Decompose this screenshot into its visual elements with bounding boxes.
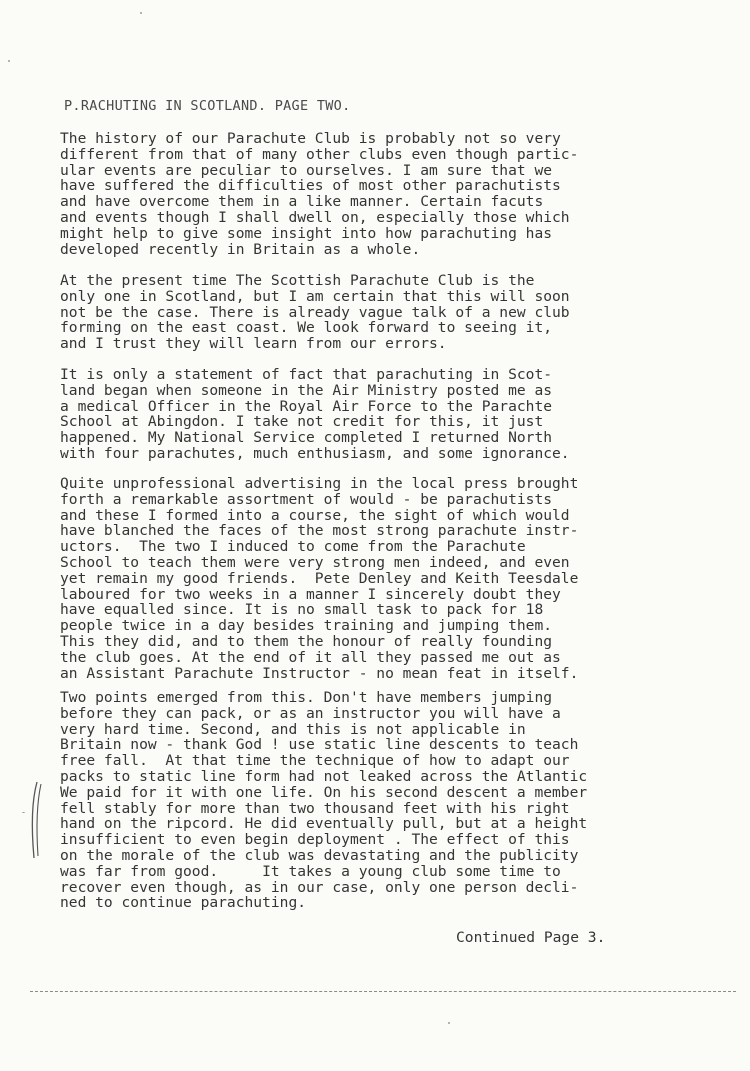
text-line: ned to continue parachuting. xyxy=(60,894,307,912)
paper-speck xyxy=(140,12,142,14)
text-line: have suffered the difficulties of most other parachutists xyxy=(60,177,561,195)
text-line: different from that of many other clubs even though partic- xyxy=(60,145,579,163)
text-line: only one in Scotland, but I am certain that this will soon xyxy=(60,287,570,305)
text-line: At the present time The Scottish Parachute Club is the xyxy=(60,272,535,289)
text-line: and these I formed into a course, the sight of which would xyxy=(60,506,570,524)
text-line: was far from good. It takes a young club some time to xyxy=(60,862,561,880)
paper-speck xyxy=(8,60,10,62)
text-line: the club goes. At the end of it all they passed me out as xyxy=(60,648,561,666)
text-line: a medical Officer in the Royal Air Force to the Parachte xyxy=(60,397,553,415)
text-line: very hard time. Second, and this is not applicable in xyxy=(60,720,526,738)
text-line: and events though I shall dwell on, especially those which xyxy=(60,208,570,226)
text-line: fell stably for more than two thousand feet with his right xyxy=(60,799,570,817)
text-line: on the morale of the club was devastating and the publicity xyxy=(60,846,579,864)
text-line: people twice in a day besides training and jumping them. xyxy=(60,617,553,635)
paragraph-history xyxy=(60,131,700,257)
text-line: hand on the ripcord. He did eventually pull, but at a height xyxy=(60,815,588,833)
text-line: laboured for two weeks in a manner I sincerely doubt they xyxy=(60,585,561,603)
text-line: might help to give some insight into how parachuting has xyxy=(60,224,553,242)
text-line: have equalled since. It is no small task to pack for 18 xyxy=(60,601,544,619)
text-line: an Assistant Parachute Instructor - no mean feat in itself. xyxy=(60,664,579,682)
text-line: The history of our Parachute Club is probably not so very xyxy=(60,130,561,147)
text-line: Two points emerged from this. Don't have members jumping xyxy=(60,689,553,706)
paragraph-first-course xyxy=(60,476,700,681)
paper-speck xyxy=(22,812,25,813)
text-line: and have overcome them in a like manner. Certain facuts xyxy=(60,193,544,211)
text-line: insufficient to even begin deployment . The effect of this xyxy=(60,831,570,849)
text-line: This they did, and to them the honour of really founding xyxy=(60,632,553,650)
text-line: yet remain my good friends. Pete Denley and Keith Teesdale xyxy=(60,569,579,587)
margin-pen-mark xyxy=(28,780,46,860)
paragraph-beginnings xyxy=(60,367,700,462)
paragraph-present-time xyxy=(60,273,700,352)
text-line: free fall. At that time the technique of how to adapt our xyxy=(60,752,570,770)
text-line: ular events are peculiar to ourselves. I am sure that we xyxy=(60,161,553,179)
text-line: School to teach them were very strong men indeed, and even xyxy=(60,553,570,571)
text-line: and I trust they will learn from our errors. xyxy=(60,335,447,353)
text-line: Quite unprofessional advertising in the local press brought xyxy=(60,475,579,492)
text-line: developed recently in Britain as a whole. xyxy=(60,240,421,258)
text-line: have blanched the faces of the most strong parachute instr- xyxy=(60,522,579,540)
text-line: We paid for it with one life. On his second descent a member xyxy=(60,783,588,801)
text-line: land began when someone in the Air Ministry posted me as xyxy=(60,381,553,399)
text-line: Britain now - thank God ! use static line descents to teach xyxy=(60,736,579,754)
text-line: not be the case. There is already vague talk of a new club xyxy=(60,303,570,321)
paper-speck xyxy=(448,1022,450,1024)
continued-note: Continued Page 3. xyxy=(456,929,606,946)
text-line: packs to static line form had not leaked across the Atlantic xyxy=(60,767,588,785)
text-line: before they can pack, or as an instructor you will have a xyxy=(60,704,561,722)
text-line: uctors. The two I induced to come from the Parachute xyxy=(60,538,526,556)
text-line: with four parachutes, much enthusiasm, and some ignorance. xyxy=(60,444,570,462)
text-line: recover even though, as in our case, only one person decli- xyxy=(60,878,579,896)
text-line: School at Abingdon. I take not credit for this, it just xyxy=(60,413,544,431)
text-line: forth a remarkable assortment of would - be parachutists xyxy=(60,490,553,508)
text-line: happened. My National Service completed I returned North xyxy=(60,429,553,447)
page-heading: P.RACHUTING IN SCOTLAND. PAGE TWO. xyxy=(64,98,351,114)
text-line: forming on the east coast. We look forward to seeing it, xyxy=(60,319,553,337)
page-bottom-rule xyxy=(30,991,736,992)
text-line: It is only a statement of fact that parachuting in Scot- xyxy=(60,366,553,383)
paragraph-lessons xyxy=(60,690,700,911)
